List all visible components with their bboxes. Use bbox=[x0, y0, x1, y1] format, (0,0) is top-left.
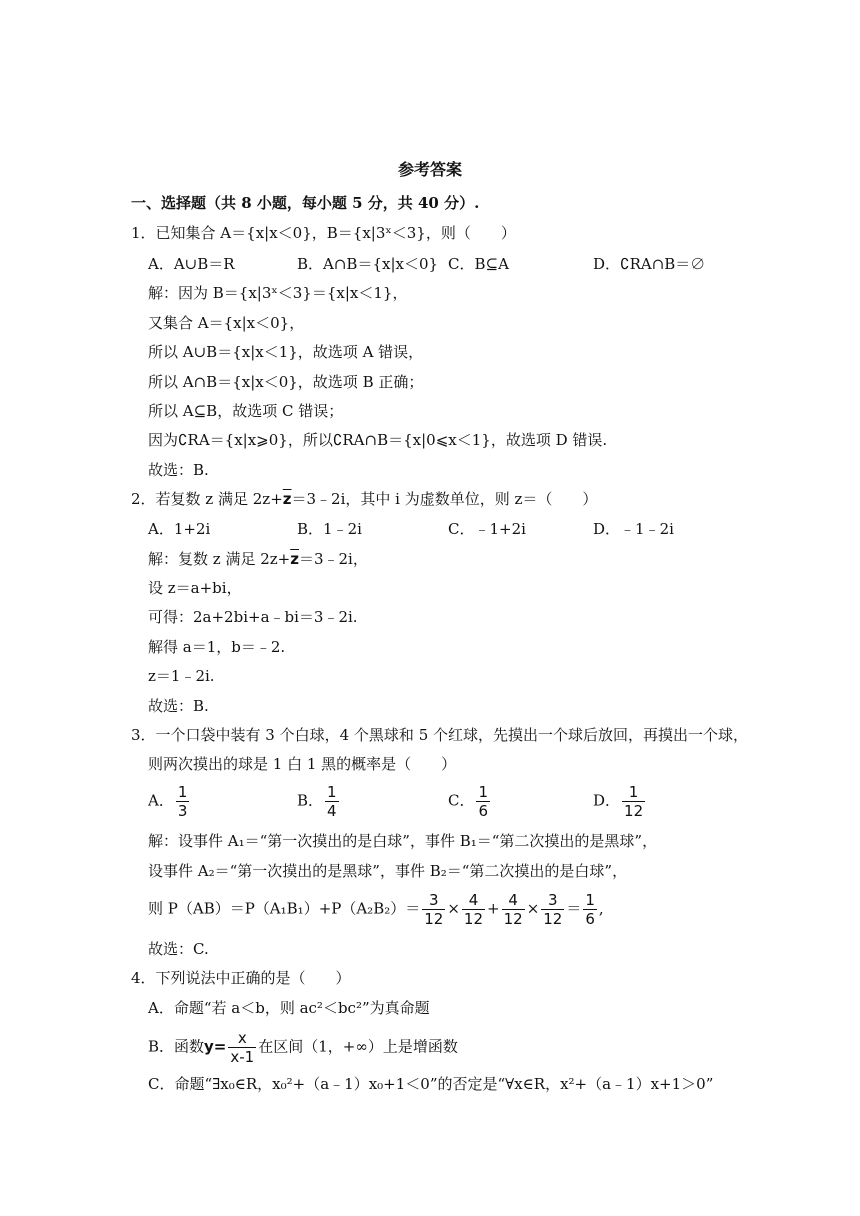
q2-solution-line: 解：复数 z 满足 $2z+\overline{z}=3﹣2i$， bbox=[148, 550, 368, 568]
q2-option-c: C．﹣1+2i bbox=[448, 520, 526, 538]
page-title: 参考答案 bbox=[397, 160, 462, 179]
q3-option-b: B． $\frac{1}{4}$ bbox=[297, 783, 337, 820]
q3-solution-line: 设事件 A₂＝“第一次摸出的是黑球”，事件 B₂＝“第二次摸出的是白球”， bbox=[148, 862, 628, 880]
q2-answer: 故选：B. bbox=[148, 697, 209, 715]
fraction: $\frac{1}{4}$ bbox=[327, 783, 337, 820]
q3-stem: 3．一个口袋中装有 3 个白球，4 个黑球和 5 个红球，先摸出一个球后放回，再摸出一个球， bbox=[131, 726, 749, 744]
q3-solution-line: 解：设事件 A₁＝“第一次摸出的是白球”，事件 B₁＝“第二次摸出的是黑球”， bbox=[148, 832, 658, 850]
fraction: $\frac{3}{12}$ bbox=[424, 891, 444, 928]
q1-option-a: A．A∪B＝R bbox=[148, 255, 235, 273]
q2-solution-line: 解得 a＝1，b＝﹣2. bbox=[148, 638, 286, 656]
q1-stem: 1．已知集合 A＝{x|x＜0}，B＝{x|3ˣ＜3}，则（ ） bbox=[131, 224, 516, 242]
q1-solution-line: 所以 A⊆B，故选项 C 错误； bbox=[148, 402, 344, 420]
z-conjugate: $\overline{z}$ bbox=[290, 550, 299, 568]
q1-option-b: B．A∩B＝{x|x＜0} bbox=[297, 255, 439, 273]
z-conjugate: $\overline{z}$ bbox=[282, 490, 292, 508]
q2-solution-line: 可得：2a+2bi+a﹣bi＝3﹣2i. bbox=[148, 608, 358, 626]
q2-option-b: B．1﹣2i bbox=[297, 520, 362, 538]
q4-stem: 4．下列说法中正确的是（ ） bbox=[131, 969, 351, 987]
q2-option-a: A．1+2i bbox=[148, 520, 211, 538]
q3-solution-line: 则 P（AB）＝P（A₁B₁）+P（A₂B₂）＝ $\frac{3}{12}$ × $\frac{4}{12}$ + $\frac{4}{12}$ × $\frac{3}{12}$ ＝ $\frac{1}{6}$ , bbox=[148, 891, 604, 928]
q3-option-a: A． $\frac{1}{3}$ bbox=[148, 783, 188, 820]
q4-option-b: B．函数y= $\frac{x}{x-1}$ 在区间（1，+∞）上是增函数 bbox=[148, 1029, 458, 1066]
fraction: $\frac{3}{12}$ bbox=[543, 891, 563, 928]
fraction: $\frac{x}{x-1}$ bbox=[230, 1029, 255, 1066]
fraction: $\frac{1}{6}$ bbox=[478, 783, 489, 820]
fraction: $\frac{4}{12}$ bbox=[503, 891, 523, 928]
q3-answer: 故选：C. bbox=[148, 940, 209, 958]
fraction: $\frac{1}{6}$ bbox=[585, 891, 595, 928]
q3-option-c: C． $\frac{1}{6}$ bbox=[448, 783, 489, 820]
q2-solution-line: 设 z＝a+bi， bbox=[148, 579, 242, 597]
q1-solution-line: 因为∁RA＝{x|x⩾0}，所以∁RA∩B＝{x|0⩽x＜1}，故选项 D 错误. bbox=[148, 431, 608, 449]
q1-solution-line: 所以 A∪B＝{x|x＜1}，故选项 A 错误， bbox=[148, 343, 424, 361]
section-heading: 一、选择题（共 8 小题，每小题 5 分，共 40 分）. bbox=[131, 194, 480, 212]
q2-stem: 2．若复数 z 满足 $2z+\overline{z}=3﹣2i$，其中 i 为虚数单位，则 z＝（ ） bbox=[131, 490, 598, 508]
q3-option-d: D． $\frac{1}{12}$ bbox=[593, 783, 644, 820]
q4-option-c: C．命题“∃x₀∈R，x₀²+（a﹣1）x₀+1＜0”的否定是“∀x∈R，x²+（a﹣1）x+1＞0” bbox=[148, 1075, 714, 1093]
q1-option-c: C．B⊆A bbox=[448, 255, 509, 273]
q1-solution-line: 解：因为 B＝{x|3ˣ＜3}＝{x|x＜1}， bbox=[148, 284, 408, 302]
fraction: $\frac{4}{12}$ bbox=[463, 891, 484, 928]
q1-solution-line: 所以 A∩B＝{x|x＜0}，故选项 B 正确； bbox=[148, 373, 424, 391]
fraction: $\frac{1}{12}$ bbox=[624, 783, 644, 820]
q1-option-d: D．∁RA∩B＝∅ bbox=[593, 255, 706, 273]
q2-option-d: D．﹣1﹣2i bbox=[593, 520, 674, 538]
fraction: $\frac{1}{3}$ bbox=[177, 783, 188, 820]
q4-option-a: A．命题“若 a＜b，则 ac²＜bc²”为真命题 bbox=[148, 999, 430, 1017]
q1-solution-line: 又集合 A＝{x|x＜0}， bbox=[148, 314, 305, 332]
q3-stem: 则两次摸出的球是 1 白 1 黑的概率是（ ） bbox=[148, 755, 457, 773]
q2-solution-line: z＝1﹣2i. bbox=[148, 667, 215, 685]
q1-answer: 故选：B. bbox=[148, 461, 209, 479]
